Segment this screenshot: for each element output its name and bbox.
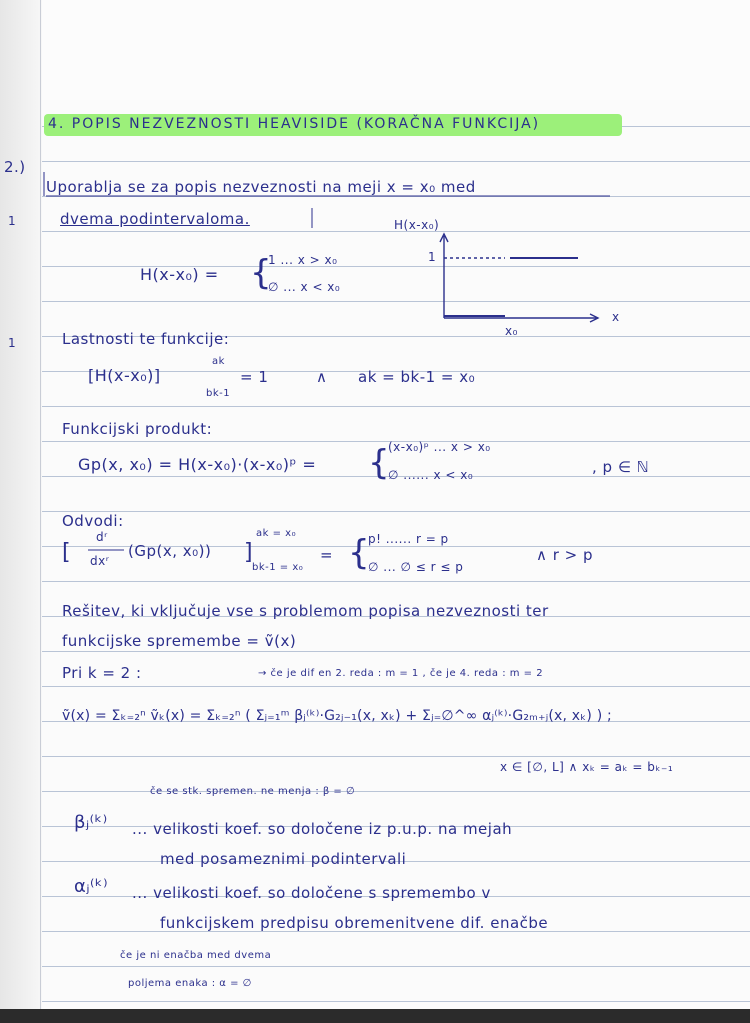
beta-symbol: βⱼ⁽ᵏ⁾ — [74, 812, 108, 833]
properties-upper: ak — [212, 356, 225, 367]
derivative-case-1: p! ...... r = p — [368, 532, 449, 546]
beta-line-2: med posameznimi podintervali — [160, 850, 407, 868]
properties-lower: bk-1 — [206, 388, 231, 399]
alpha-note-2: poljema enaka : α = ∅ — [128, 978, 252, 989]
solution-formula: ṽ(x) = Σₖ₌₂ⁿ ṽₖ(x) = Σₖ₌₂ⁿ ( Σⱼ₌₁ᵐ βⱼ⁽ᵏ⁾·G₂ⱼ₋₁(x, xₖ) + Σⱼ₌∅^∞ αⱼ⁽ᵏ⁾·G₂ₘ₊ⱼ(x, xₖ) ) ; — [62, 708, 612, 724]
derivative-bracket-open: [ — [62, 540, 72, 565]
graph-x-label: x — [612, 310, 620, 324]
derivative-condition: ∧ r > p — [536, 546, 594, 564]
definition-lhs: H(x-x₀) = — [140, 265, 219, 284]
graph-y-label: H(x-x₀) — [394, 218, 440, 232]
beta-line-1: ... velikosti koef. so določene iz p.u.p. na mejah — [132, 820, 513, 838]
solution-line-2: funkcijske spremembe = ṽ(x) — [62, 632, 297, 650]
definition-case-2: ∅ ... x < x₀ — [268, 280, 341, 294]
product-heading: Funkcijski produkt: — [62, 420, 213, 438]
alpha-note-1: če je ni enačba med dvema — [120, 950, 272, 961]
properties-expr: [H(x-x₀)] — [88, 366, 161, 385]
product-lhs: Gp(x, x₀) = H(x-x₀)·(x-x₀)ᵖ = — [78, 455, 317, 474]
solution-range: x ∈ [∅, L] ∧ xₖ = aₖ = bₖ₋₁ — [500, 760, 674, 774]
graph-level-label: 1 — [428, 250, 437, 264]
definition-case-1: 1 ... x > x₀ — [268, 253, 338, 267]
page-bottom-edge — [0, 1009, 750, 1023]
properties-heading: Lastnosti te funkcije: — [62, 330, 230, 348]
graph-x0-label: x₀ — [505, 324, 518, 338]
section-title: 4. POPIS NEZVEZNOSTI HEAVISIDE (KORAČNA FUNKCIJA) — [48, 116, 541, 132]
margin-mark: 1 — [8, 336, 17, 350]
product-domain: , p ∈ ℕ — [592, 458, 650, 476]
derivatives-heading: Odvodi: — [62, 512, 124, 530]
derivative-bracket-close: ] — [244, 540, 254, 565]
product-case-2: ∅ ...... x < x₀ — [388, 468, 474, 482]
margin-mark: 2.) — [4, 158, 26, 176]
alpha-line-1: ... velikosti koef. so določene s spremembo v — [132, 884, 491, 902]
derivative-case-2: ∅ ... ∅ ≤ r ≤ p — [368, 560, 464, 574]
derivative-body: (Gp(x, x₀)) — [128, 542, 212, 560]
alpha-symbol: αⱼ⁽ᵏ⁾ — [74, 876, 109, 897]
product-case-1: (x-x₀)ᵖ ... x > x₀ — [388, 440, 491, 454]
margin-mark: 1 — [8, 214, 17, 228]
properties-wedge: ∧ — [316, 368, 328, 386]
derivative-brace: { — [348, 533, 371, 573]
alpha-line-2: funkcijskem predpisu obremenitvene dif. enačbe — [160, 914, 549, 932]
solution-case-label: Pri k = 2 : — [62, 664, 142, 682]
product-brace: { — [368, 443, 391, 483]
beta-note: če se stk. spremen. ne menja : β = ∅ — [150, 786, 356, 797]
definition-brace: { — [250, 253, 273, 293]
derivative-equals: = — [320, 546, 334, 564]
derivative-numerator: dʳ — [96, 530, 108, 544]
derivative-upper: ak = x₀ — [256, 528, 297, 539]
derivative-lower: bk-1 = x₀ — [252, 562, 304, 573]
solution-line-1: Rešitev, ki vključuje vse s problemom popisa nezveznosti ter — [62, 602, 549, 620]
properties-condition: ak = bk-1 = x₀ — [358, 368, 476, 386]
derivative-denominator: dxʳ — [90, 554, 110, 568]
solution-order-note: → če je dif en 2. reda : m = 1 , če je 4. reda : m = 2 — [258, 668, 544, 679]
intro-line-1: Uporablja se za popis nezveznosti na meji x = x₀ med — [46, 178, 476, 196]
intro-line-2: dvema podintervaloma. — [60, 210, 250, 228]
properties-equals: = 1 — [240, 368, 269, 386]
